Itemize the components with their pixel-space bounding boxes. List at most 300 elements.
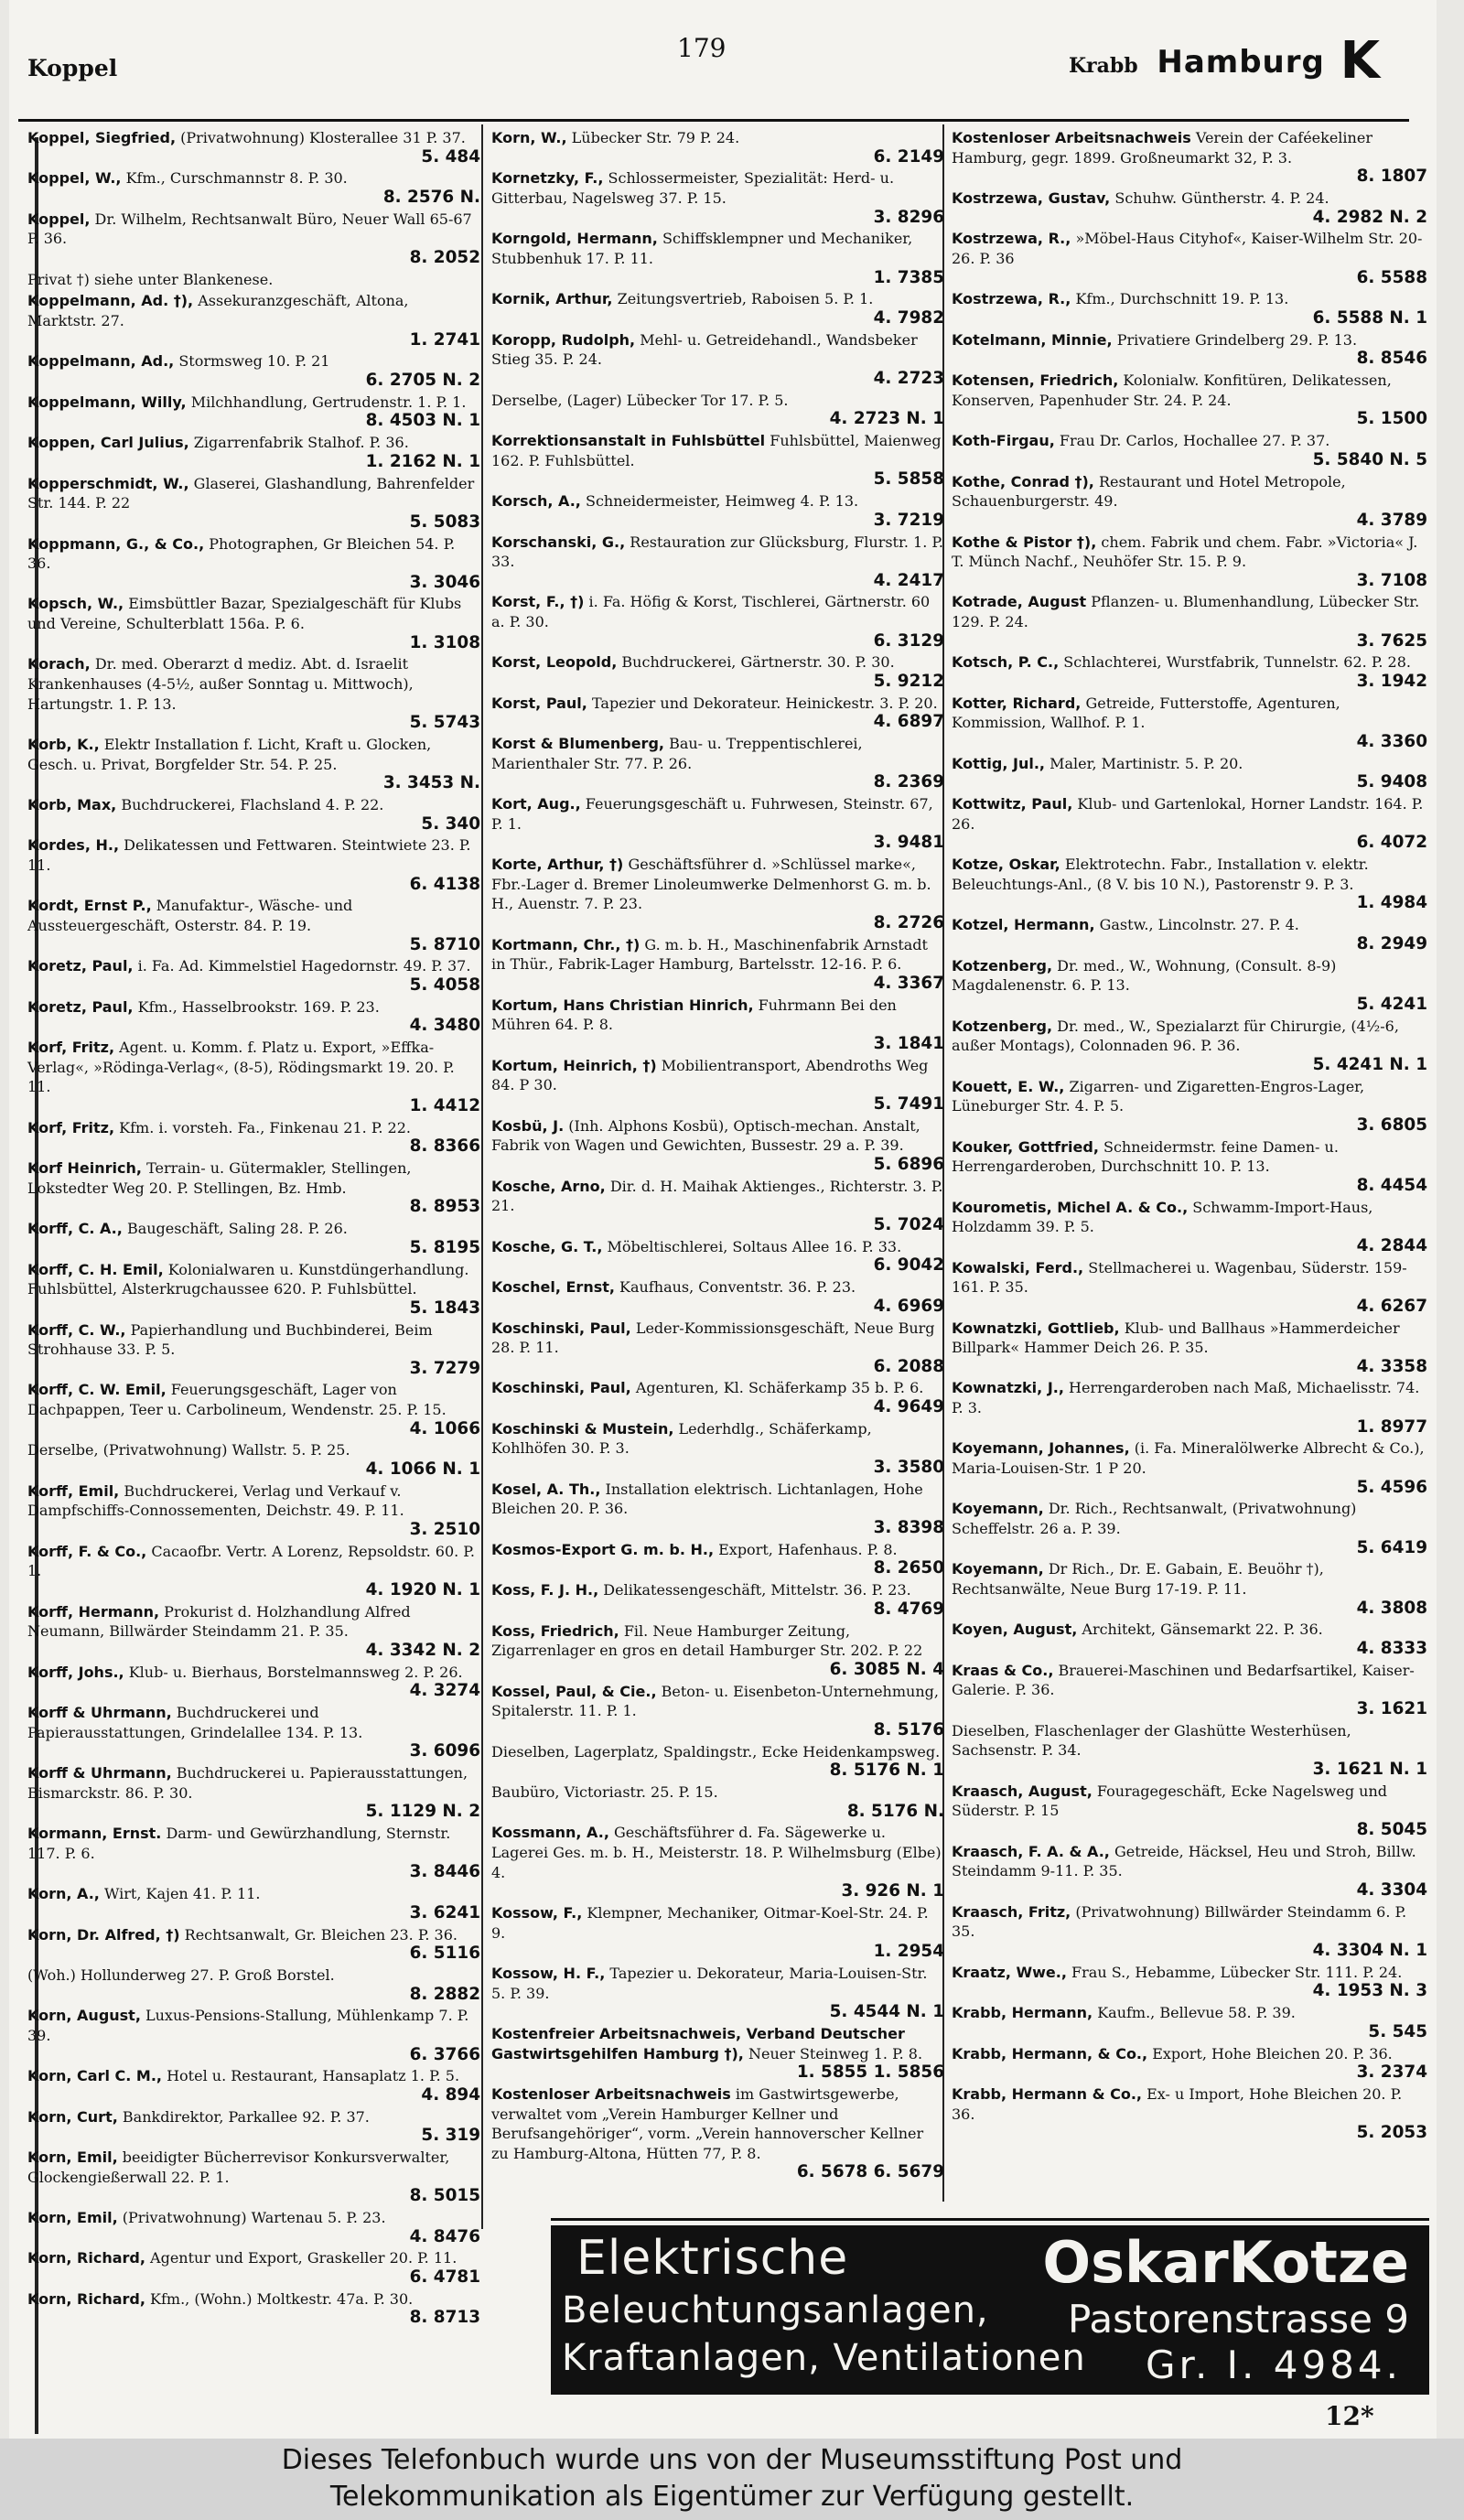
entry-name: Korn, Carl C. M.,	[27, 2067, 162, 2085]
directory-entry	[27, 594, 480, 652]
entry-name: Korte, Arthur, †)	[491, 856, 624, 874]
directory-entry	[27, 1703, 480, 1761]
directory-entry	[952, 1438, 1427, 1497]
phone-number: 4. 3342 N. 2	[365, 1641, 480, 1661]
phone-number: 4. 3808	[1356, 1598, 1427, 1618]
directory-entry	[27, 270, 480, 290]
entry-text: Frau S., Hebamme, Lübecker Str. 111. P. 24.	[1071, 1963, 1403, 1981]
entry-text: Buchdruckerei, Flachsland 4. P. 22.	[121, 796, 384, 814]
entry-name: Kotzel, Hermann,	[952, 916, 1095, 934]
entry-name: Koretz, Paul,	[27, 957, 134, 975]
phone-number: 8. 4769	[873, 1599, 944, 1619]
entry-text: (Woh.) Hollunderweg 27. P. Groß Borstel.	[27, 1965, 335, 1984]
entry-name: Kotzenberg,	[952, 1017, 1053, 1035]
phone-number: 6. 4072	[1356, 833, 1427, 853]
entry-text: Darm- und Gewürzhandlung, Sternstr. 117. P. 6.	[27, 1825, 451, 1862]
entry-name: Kosmos-Export G. m. b. H.,	[491, 1540, 715, 1558]
entry-name: Kosbü, J.	[491, 1116, 565, 1135]
entry-text: Terrain- u. Gütermakler, Stellingen, Lokstedter Weg 20. P. Stellingen, Bz. Hmb.	[27, 1159, 412, 1197]
entry-text: Dieselben, Lagerplatz, Spaldingstr., Ecke Heidenkampsweg.	[491, 1742, 941, 1761]
entry-name: Kotter, Richard,	[952, 694, 1082, 712]
entry-text: Lübecker Str. 79 P. 24.	[571, 129, 740, 146]
phone-number: 5. 340	[421, 813, 480, 834]
entry-text: Kaufm., Bellevue 58. P. 39.	[1097, 2004, 1296, 2022]
entry-text: Papierhandlung und Buchbinderei, Beim Strohhause 33. P. 5.	[27, 1320, 433, 1359]
entry-name: Kownatzki, Gottlieb,	[952, 1319, 1120, 1337]
entry-name: Korn, Dr. Alfred, †)	[27, 1925, 180, 1944]
phone-number: 3. 8446	[409, 1862, 480, 1882]
entry-text: Kfm. i. vorsteh. Fa., Finkenau 21. P. 22.	[119, 1118, 411, 1136]
directory-entry	[27, 1158, 480, 1217]
phone-number: 3. 3580	[873, 1458, 944, 1478]
entry-name: Kordt, Ernst P.,	[27, 897, 152, 915]
entry-text: Rechtsanwalt, Gr. Bleichen 23. P. 36.	[184, 1925, 458, 1944]
directory-entry	[952, 289, 1427, 328]
advert-oskar-kotze	[551, 2225, 1429, 2395]
entry-text: Prokurist d. Holzhandlung Alfred Neumann, Billwärder Steindamm 21. P. 35.	[27, 1602, 411, 1641]
entry-text: Getreide, Futterstoffe, Agenturen, Kommission, Wallhof. P. 1.	[952, 694, 1340, 732]
entry-text: Tapezier und Dekorateur. Heinickestr. 3. P. 20.	[591, 694, 938, 712]
directory-entry	[491, 1782, 944, 1821]
entry-text: (Privatwohnung) Billwärder Steindamm 6. P. 35.	[952, 1902, 1407, 1941]
directory-entry	[952, 1198, 1427, 1256]
phone-number: 8. 1807	[1356, 167, 1427, 187]
header-right	[1069, 31, 1380, 91]
phone-number: 5. 6419	[1356, 1537, 1427, 1557]
entry-name: Kossel, Paul, & Cie.,	[491, 1682, 657, 1700]
entry-name: Korff, C. W. Emil,	[27, 1381, 167, 1399]
directory-entry	[491, 734, 944, 792]
phone-number: 3. 926 N. 1	[841, 1881, 944, 1901]
entry-text: Stellmacherei u. Wagenbau, Süderstr. 159-161. P. 35.	[952, 1258, 1407, 1297]
directory-entry	[27, 1481, 480, 1540]
phone-number: 3. 7219	[873, 510, 944, 530]
entry-text: Stormsweg 10. P. 21	[178, 352, 330, 371]
entry-text: Cacaofbr. Vertr. A Lorenz, Repsoldstr. 60. P. 1.	[27, 1542, 475, 1580]
phone-number: 5. 6896	[873, 1154, 944, 1174]
entry-text: Restaurant und Hotel Metropole, Schauenburgerstr. 49.	[952, 472, 1346, 511]
entry-text: Buchdruckerei und Papierausstattungen, Grindelallee 134. P. 13.	[27, 1704, 363, 1741]
phone-number: 3. 1841	[873, 1033, 944, 1053]
entry-text: Kfm., Durchschnitt 19. P. 13.	[1075, 290, 1289, 308]
entry-name: Kossow, F.,	[491, 1903, 583, 1922]
directory-entry	[27, 735, 480, 793]
entry-name: Koppen, Carl Julius,	[27, 434, 189, 452]
phone-number: 4. 3480	[409, 1016, 480, 1036]
entry-name: Kossmann, A.,	[491, 1824, 609, 1842]
entry-name: Krabb, Hermann & Co.,	[952, 2084, 1143, 2103]
entry-name: Kornik, Arthur,	[491, 290, 613, 308]
entry-text: Manufaktur-, Wäsche- und Aussteuergeschäft, Osterstr. 84. P. 19.	[27, 897, 353, 934]
phone-number: 6. 3129	[873, 630, 944, 651]
directory-entry	[952, 533, 1427, 591]
entry-text: Buchdruckerei u. Papierausstattungen, Bismarckstr. 86. P. 30.	[27, 1764, 468, 1802]
directory-entry	[952, 2084, 1427, 2143]
entry-name: Krabb, Hermann, & Co.,	[952, 2044, 1148, 2062]
entry-name: Kottig, Jul.,	[952, 754, 1045, 772]
phone-number: 5. 9212	[873, 672, 944, 692]
phone-number: 4. 1066 N. 1	[365, 1459, 480, 1480]
entry-text: Restauration zur Glücksburg, Flurstr. 1. P. 33.	[491, 533, 944, 571]
directory-entry	[952, 472, 1427, 531]
advert-line-3: Kraftanlagen, Ventilationen	[562, 2337, 1086, 2379]
phone-number: 8. 2949	[1356, 933, 1427, 953]
advert-rule	[551, 2218, 1429, 2221]
directory-entry	[27, 956, 480, 995]
phone-number: 8. 2369	[873, 772, 944, 792]
directory-entry	[491, 1823, 944, 1901]
entry-text: i. Fa. Ad. Kimmelstiel Hagedornstr. 49. P. 37.	[137, 957, 471, 975]
entry-name: Korst & Blumenberg,	[491, 735, 664, 753]
entry-text: Mehl- u. Getreidehandl., Wandsbeker Stieg 35. P. 24.	[491, 330, 918, 369]
directory-entry	[27, 2006, 480, 2064]
directory-entry	[27, 1440, 480, 1479]
page-mark: 12*	[1325, 2401, 1374, 2431]
entry-text: Dr Rich., Dr. E. Gabain, E. Beuöhr †), Rechtsanwälte, Neue Burg 17-19. P. 11.	[952, 1560, 1324, 1599]
entry-name: Kosche, G. T.,	[491, 1237, 603, 1255]
directory-entry	[27, 168, 480, 207]
entry-text: Schwamm-Import-Haus, Holzdamm 39. P. 5.	[952, 1198, 1373, 1236]
directory-entry	[952, 1902, 1427, 1961]
phone-number: 1. 4412	[409, 1095, 480, 1115]
phone-number: 4. 2723	[873, 368, 944, 388]
entry-text: Pflanzen- u. Blumenhandlung, Lübecker Str. 129. P. 24.	[952, 593, 1420, 631]
phone-number: 3. 9481	[873, 833, 944, 853]
entry-text: Getreide, Häcksel, Heu und Stroh, Billw. Steindamm 9-11. P. 35.	[952, 1842, 1416, 1880]
directory-entry	[952, 128, 1427, 187]
entry-text: Luxus-Pensions-Stallung, Mühlenkamp 7. P. 39.	[27, 2007, 469, 2044]
phone-number: 5. 4241 N. 1	[1312, 1054, 1427, 1074]
entry-text: (i. Fa. Mineralölwerke Albrecht & Co.), Maria-Louisen-Str. 1 P 20.	[952, 1439, 1425, 1478]
entry-text: Maler, Martinistr. 5. P. 20.	[1050, 754, 1243, 772]
entry-text: Privat †) siehe unter Blankenese.	[27, 270, 274, 288]
directory-entry	[952, 1721, 1427, 1780]
entry-name: Kotelmann, Minnie,	[952, 330, 1113, 349]
entry-name: Koschel, Ernst,	[491, 1278, 615, 1297]
entry-text: Elektrotechn. Fabr., Installation v. elektr. Beleuchtungs-Anl., (8 V. bis 10 N.), Pastorenstr 9. P. 3.	[952, 856, 1369, 893]
phone-number: 3. 7108	[1356, 570, 1427, 590]
entry-name: Koppelmann, Ad.,	[27, 352, 175, 371]
entry-text: Dr. med. Oberarzt d mediz. Abt. d. Israelit Krankenhauses (4-5½, außer Sonntag u. Mittwoch), Hartungstr. 1. P. 13.	[27, 655, 414, 713]
directory-entry	[952, 229, 1427, 287]
entry-name: Korff, Emil,	[27, 1481, 120, 1500]
phone-number: 5. 2053	[1356, 2123, 1427, 2143]
directory-entry	[952, 1782, 1427, 1840]
entry-name: Kraasch, F. A. & A.,	[952, 1842, 1110, 1860]
directory-entry	[952, 2003, 1427, 2041]
directory-entry	[27, 1965, 480, 2004]
entry-text: Buchdruckerei, Gärtnerstr. 30. P. 30.	[621, 653, 895, 672]
directory-entry	[27, 1219, 480, 1257]
entry-text: Delikatessen und Fettwaren. Steintwiete 23. P. 11.	[27, 836, 471, 875]
entry-name: Korn, W.,	[491, 129, 567, 146]
phone-number: 5. 5858	[873, 469, 944, 490]
phone-number: 3. 8398	[873, 1518, 944, 1538]
entry-name: Kostenfreier Arbeitsnachweis, Verband Deutscher Gastwirtsgehilfen Hamburg †),	[491, 2024, 905, 2062]
phone-number: 3. 1621	[1356, 1699, 1427, 1718]
entry-name: Kouker, Gottfried,	[952, 1137, 1099, 1156]
entry-text: Export, Hafenhaus. P. 8.	[718, 1540, 898, 1558]
phone-number: 8. 5015	[409, 2186, 480, 2206]
directory-entry	[491, 935, 944, 994]
phone-number: 4. 9649	[873, 1397, 944, 1417]
directory-entry	[491, 694, 944, 732]
entry-text: Zigarrenfabrik Stalhof. P. 36.	[193, 434, 409, 452]
entry-name: Kossow, H. F.,	[491, 1964, 606, 1982]
directory-entry	[952, 1559, 1427, 1618]
page-number: 179	[677, 33, 727, 63]
directory-entry	[27, 210, 480, 268]
entry-text: Ex- u Import, Hohe Bleichen 20. P. 36.	[952, 2084, 1403, 2123]
header-letter: K	[1340, 31, 1380, 91]
phone-number: 4. 1953 N. 3	[1312, 1981, 1427, 2001]
directory-entry	[952, 330, 1427, 369]
entry-name: Koschinski & Mustein,	[491, 1419, 674, 1438]
directory-entry	[27, 2148, 480, 2206]
header-rule	[18, 119, 1409, 122]
entry-text: (Privatwohnung) Klosterallee 31 P. 37.	[180, 129, 466, 146]
entry-text: Feuerungsgeschäft u. Fuhrwesen, Steinstr. 67, P. 1.	[491, 795, 933, 833]
entry-name: Korb, Max,	[27, 796, 117, 814]
phone-number: 8. 4503 N. 1	[365, 411, 480, 431]
directory-entry	[952, 1319, 1427, 1377]
entry-text: Fuhlsbüttel, Maienweg 162. P. Fuhlsbüttel.	[491, 432, 942, 469]
directory-entry	[27, 2066, 480, 2105]
entry-name: Koppelmann, Ad. †),	[27, 292, 194, 310]
entry-text: Photographen, Gr Bleichen 54. P. 36.	[27, 534, 456, 573]
phone-number: 5. 9408	[1356, 772, 1427, 792]
entry-name: Kortum, Hans Christian Hinrich,	[491, 996, 754, 1014]
entry-text: Kolonialwaren u. Kunstdüngerhandlung. Fuhlsbüttel, Alsterkrugchaussee 620. P. Fuhlsbüttel.	[27, 1260, 469, 1298]
directory-entry	[27, 1118, 480, 1157]
entry-text: Klub- und Gartenlokal, Horner Landstr. 164. P. 26.	[952, 795, 1424, 833]
phone-number: 6. 5678 6. 5679	[796, 2162, 944, 2182]
entry-text: Architekt, Gänsemarkt 22. P. 36.	[1082, 1621, 1323, 1639]
entry-name: Kornetzky, F.,	[491, 169, 604, 188]
entry-name: Koyemann,	[952, 1560, 1044, 1578]
entry-text: Dr. Wilhelm, Rechtsanwalt Büro, Neuer Wall 65-67 P. 36.	[27, 210, 472, 248]
directory-entry	[952, 652, 1427, 691]
directory-entry	[952, 1258, 1427, 1317]
entry-text: chem. Fabrik und chem. Fabr. »Victoria« J. T. Münch Nachf., Neuhöfer Str. 15. P. 9.	[952, 533, 1418, 571]
entry-text: Schneidermstr. feine Damen- u. Herrengarderoben, Durchschnitt 10. P. 13.	[952, 1137, 1339, 1176]
entry-text: Schiffsklempner und Mechaniker, Stubbenhuk 17. P. 11.	[491, 230, 913, 267]
directory-entry	[491, 996, 944, 1054]
entry-name: Kosche, Arno,	[491, 1177, 606, 1195]
entry-text: Lederhdlg., Schäferkamp, Kohlhöfen 30. P. 3.	[491, 1419, 872, 1458]
phone-number: 3. 2510	[409, 1520, 480, 1540]
phone-number: 5. 1500	[1356, 409, 1427, 429]
entry-text: Derselbe, (Lager) Lübecker Tor 17. P. 5.	[491, 391, 789, 409]
entry-name: Korn, Richard,	[27, 2289, 145, 2308]
directory-entry	[27, 1542, 480, 1600]
directory-entry	[952, 371, 1427, 429]
entry-text: Kfm., (Wohn.) Moltkestr. 47a. P. 30.	[150, 2289, 414, 2308]
directory-entry	[952, 754, 1427, 792]
entry-name: Korach,	[27, 655, 91, 673]
directory-entry	[27, 896, 480, 954]
phone-number: 6. 2088	[873, 1356, 944, 1376]
entry-text: Schlossermeister, Spezialität: Herd- u. Gitterbau, Nagelsweg 37. P. 15.	[491, 169, 895, 207]
entry-name: Kraasch, August,	[952, 1782, 1093, 1800]
entry-name: Kotzenberg,	[952, 956, 1053, 975]
phone-number: 1. 4984	[1356, 893, 1427, 913]
column-separator	[481, 124, 483, 2229]
phone-number: 5. 4241	[1356, 994, 1427, 1014]
directory-entry	[491, 229, 944, 287]
phone-number: 8. 2726	[873, 913, 944, 932]
entry-text: Herrengarderoben nach Maß, Michaelisstr. 74. P. 3.	[952, 1379, 1420, 1417]
entry-name: Korf Heinrich,	[27, 1159, 142, 1178]
phone-number: 4. 6897	[873, 712, 944, 732]
phone-number: 3. 6241	[409, 1902, 480, 1922]
entry-text: Delikatessengeschäft, Mittelstr. 36. P. 23.	[603, 1581, 911, 1599]
entry-name: Korn, August,	[27, 2007, 141, 2025]
entry-name: Kostenloser Arbeitsnachweis	[952, 129, 1191, 146]
entry-text: Elektr Installation f. Licht, Kraft u. Glocken, Gesch. u. Privat, Borgfelder Str. 54. P. 25.	[27, 736, 432, 773]
entry-name: Korn, A.,	[27, 1885, 100, 1903]
directory-entry	[491, 1378, 944, 1416]
entry-name: Kordes, H.,	[27, 836, 120, 855]
directory-entry	[952, 2044, 1427, 2083]
entry-text: Agentur und Export, Graskeller 20. P. 11.	[150, 2249, 458, 2267]
phone-number: 3. 7625	[1356, 630, 1427, 651]
phone-number: 5. 5743	[409, 713, 480, 733]
entry-text: Kolonialw. Konfitüren, Delikatessen, Konserven, Papenhuder Str. 24. P. 24.	[952, 372, 1392, 409]
phone-number: 5. 8195	[409, 1237, 480, 1257]
entry-text: Milchhandlung, Gertrudenstr. 1. P. 1.	[190, 393, 467, 411]
entry-name: Koschinski, Paul,	[491, 1379, 631, 1397]
entry-text: Möbeltischlerei, Soltaus Allee 16. P. 33.	[607, 1237, 902, 1255]
phone-number: 8. 8366	[409, 1136, 480, 1157]
entry-text: Fouragegeschäft, Ecke Nagelsweg und Süderstr. P. 15	[952, 1782, 1388, 1820]
directory-entry	[952, 855, 1427, 913]
phone-number: 4. 3358	[1356, 1356, 1427, 1376]
directory-entry	[27, 534, 480, 593]
directory-entry	[491, 1419, 944, 1478]
phone-number: 8. 2576 N.	[382, 187, 480, 207]
entry-name: Kraasch, Fritz,	[952, 1902, 1071, 1921]
phone-number: 6. 2705 N. 2	[365, 370, 480, 390]
directory-entry	[491, 652, 944, 691]
directory-entry	[491, 330, 944, 389]
advert-street: Pastorenstrasse 9	[1067, 2297, 1409, 2342]
phone-number: 6. 9042	[873, 1255, 944, 1276]
phone-number: 4. 3360	[1356, 732, 1427, 752]
directory-entry	[952, 1499, 1427, 1557]
entry-text: Mobilientransport, Abendroths Weg 84. P 30.	[491, 1056, 929, 1094]
directory-entry	[491, 1540, 944, 1578]
entry-text: Export, Hohe Bleichen 20. P. 36.	[1152, 2044, 1393, 2062]
entry-name: Kostrzewa, Gustav,	[952, 188, 1111, 207]
entry-name: Korn, Richard,	[27, 2249, 145, 2267]
directory-entry	[952, 1661, 1427, 1719]
entry-text: Privatiere Grindelberg 29. P. 13.	[1116, 330, 1358, 349]
entry-name: Kothe & Pistor †),	[952, 533, 1097, 551]
phone-number: 4. 3304 N. 1	[1312, 1940, 1427, 1960]
phone-number: 6. 5588	[1356, 267, 1427, 287]
entry-text: G. m. b. H., Maschinenfabrik Arnstadt in Thür., Fabrik-Lager Hamburg, Bartelsstr. 12-16. P. 6.	[491, 935, 928, 974]
entry-name: Kraas & Co.,	[952, 1661, 1054, 1679]
entry-text: Feuerungsgeschäft, Lager von Dachpappen, Teer u. Carbolineum, Wendenstr. 25. P. 15.	[27, 1381, 447, 1419]
directory-entry	[491, 1682, 944, 1740]
entry-name: Krabb, Hermann,	[952, 2004, 1093, 2022]
entry-name: Kownatzki, J.,	[952, 1379, 1064, 1397]
entry-name: Korff, C. A.,	[27, 1220, 123, 1238]
directory-entry	[491, 391, 944, 429]
phone-number: 1. 5855 1. 5856	[796, 2062, 944, 2083]
entry-name: Korschanski, G.,	[491, 533, 626, 551]
directory-entry	[491, 1319, 944, 1377]
phone-number: 6. 5588 N. 1	[1312, 307, 1427, 328]
phone-number: 8. 2650	[873, 1558, 944, 1578]
entry-name: Korngold, Hermann,	[491, 230, 658, 248]
entry-text: Klub- u. Bierhaus, Borstelmannsweg 2. P. 26.	[128, 1663, 463, 1681]
directory-page	[9, 0, 1437, 2439]
entry-text: Geschäftsführer d. »Schlüssel marke«, Fbr.-Lager d. Bremer Linoleumwerke Delmenhorst G. m. b. H., Auenstr. 7. P. 23.	[491, 856, 931, 913]
entry-name: Kormann, Ernst.	[27, 1825, 162, 1843]
directory-entry	[27, 393, 480, 431]
directory-entry	[952, 1017, 1427, 1075]
entry-name: Kraatz, Wwe.,	[952, 1963, 1067, 1981]
advert-phone: Gr. I. 4984.	[1146, 2342, 1402, 2387]
phone-number: 5. 7024	[873, 1214, 944, 1234]
directory-entry	[491, 2084, 944, 2182]
directory-entry	[27, 997, 480, 1036]
directory-entry	[27, 1884, 480, 1922]
entry-name: Korn, Curt,	[27, 2107, 118, 2126]
entry-text: Fil. Neue Hamburger Zeitung, Zigarrenlager en gros en detail Hamburger Str. 202. P. 22	[491, 1621, 923, 1660]
directory-entry	[491, 1964, 944, 2022]
directory-entry	[952, 794, 1427, 853]
entry-text: Zeitungsvertrieb, Raboisen 5. P. 1.	[617, 290, 874, 308]
advert-company: OskarKotze	[1042, 2229, 1409, 2296]
phone-number: 5. 4058	[409, 975, 480, 995]
entry-text: Bau- u. Treppentischlerei, Marienthaler Str. 77. P. 26.	[491, 735, 863, 772]
phone-number: 4. 2723 N. 1	[829, 409, 944, 429]
phone-number: 6. 4138	[409, 874, 480, 894]
directory-entry	[952, 1620, 1427, 1658]
directory-entry	[491, 794, 944, 853]
entry-text: »Möbel-Haus Cityhof«, Kaiser-Wilhelm Str. 20-26. P. 36	[952, 230, 1423, 267]
entry-text: Bankdirektor, Parkallee 92. P. 37.	[122, 2107, 370, 2126]
header-city: Hamburg	[1157, 44, 1325, 81]
directory-entry	[27, 835, 480, 894]
column-3	[952, 128, 1427, 2145]
page-header	[9, 18, 1437, 91]
entry-name: Kortmann, Chr., †)	[491, 935, 640, 953]
phone-number: 5. 484	[421, 146, 480, 167]
directory-entry	[27, 1824, 480, 1882]
directory-entry	[27, 1380, 480, 1438]
directory-entry	[27, 795, 480, 834]
directory-entry	[491, 431, 944, 490]
directory-entry	[27, 1602, 480, 1661]
entry-name: Koropp, Rudolph,	[491, 330, 636, 349]
entry-name: Korb, K.,	[27, 736, 100, 754]
entry-text: Dr. Rich., Rechtsanwalt, (Privatwohnung) Scheffelstr. 26 a. P. 39.	[952, 1500, 1357, 1538]
directory-entry	[952, 956, 1427, 1015]
directory-entry	[491, 1903, 944, 1962]
entry-text: Derselbe, (Privatwohnung) Wallstr. 5. P. 25.	[27, 1441, 350, 1459]
footer-line-2: Telekommunikation als Eigentümer zur Verfügung gestellt.	[329, 2481, 1135, 2513]
entry-text: Agenturen, Kl. Schäferkamp 35 b. P. 6.	[635, 1379, 924, 1397]
directory-entry	[491, 533, 944, 591]
entry-name: Kortum, Heinrich, †)	[491, 1056, 657, 1074]
entry-name: Koyemann, Johannes,	[952, 1439, 1130, 1458]
entry-text: im Gastwirtsgewerbe, verwaltet vom „Verein Hamburger Kellner und Berufsangehöriger“, vorm. „Verein hannoverscher Kellner zu Hamburg-Altona, Hütten 77, P. 8.	[491, 2084, 924, 2162]
advert-line-2: Beleuchtungsanlagen,	[562, 2289, 989, 2332]
